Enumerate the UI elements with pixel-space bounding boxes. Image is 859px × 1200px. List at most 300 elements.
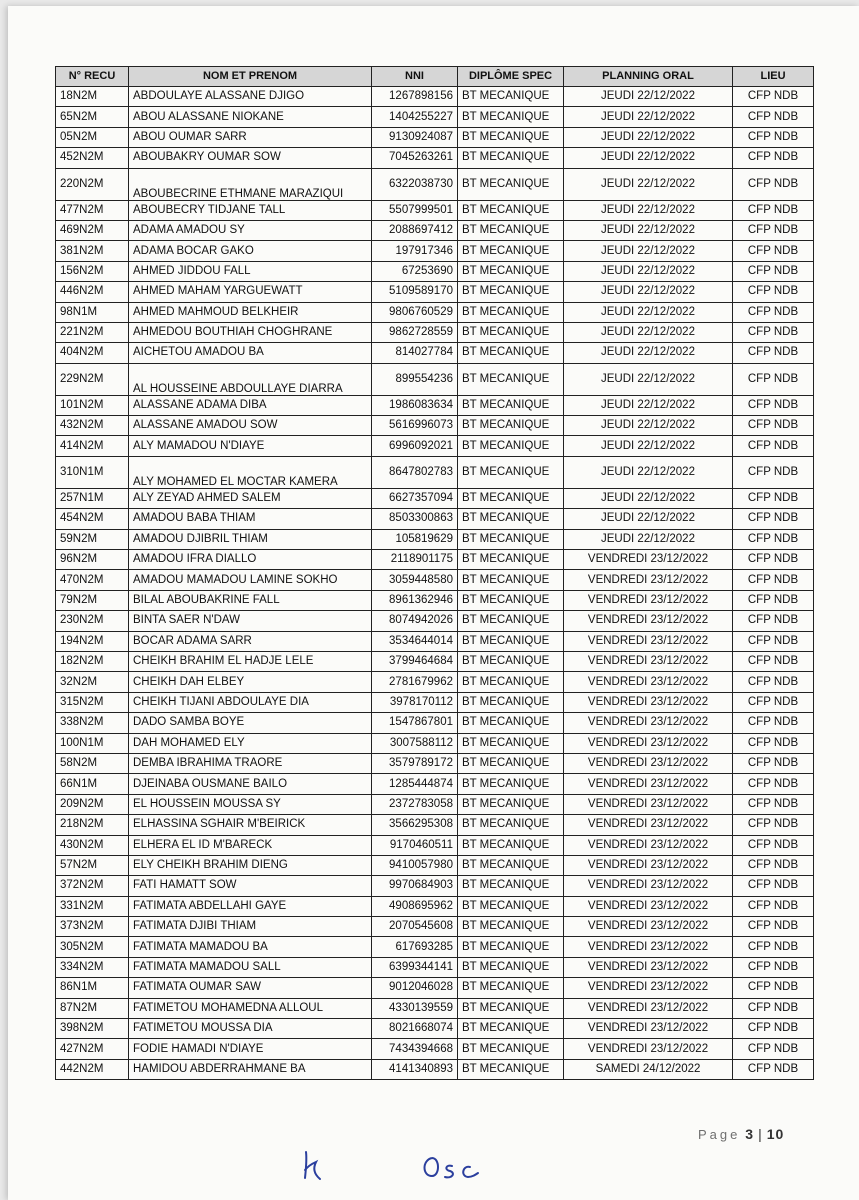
- row-diplome: BT MECANIQUE: [458, 87, 564, 107]
- row-name: ABOUBAKRY OUMAR SOW: [129, 148, 372, 168]
- row-nni: 6627357094: [372, 488, 458, 508]
- row-nni: 3579789172: [372, 753, 458, 773]
- table-row: [56, 876, 814, 896]
- row-name: AHMED JIDDOU FALL: [129, 261, 372, 281]
- row-recu: 58N2M: [56, 753, 129, 773]
- row-nni: 7434394668: [372, 1039, 458, 1059]
- row-lieu: CFP NDB: [733, 855, 814, 875]
- row-recu: 209N2M: [56, 794, 129, 814]
- row-planning: VENDREDI 23/12/2022: [564, 570, 733, 590]
- page-total: 10: [766, 1126, 785, 1142]
- table-row: [56, 343, 814, 363]
- row-diplome: BT MECANIQUE: [458, 753, 564, 773]
- row-planning: JEUDI 22/12/2022: [564, 220, 733, 240]
- table-row: [56, 631, 814, 651]
- row-name: HAMIDOU ABDERRAHMANE BA: [129, 1059, 372, 1079]
- row-diplome: BT MECANIQUE: [458, 322, 564, 342]
- row-name: ABOUBECRY TIDJANE TALL: [129, 200, 372, 220]
- table-row: [56, 456, 814, 488]
- row-planning: VENDREDI 23/12/2022: [564, 753, 733, 773]
- table-row: [56, 550, 814, 570]
- row-recu: 156N2M: [56, 261, 129, 281]
- row-recu: 430N2M: [56, 835, 129, 855]
- row-name: AMADOU BABA THIAM: [129, 509, 372, 529]
- row-lieu: CFP NDB: [733, 200, 814, 220]
- row-name: ELHERA EL ID M'BARECK: [129, 835, 372, 855]
- row-diplome: BT MECANIQUE: [458, 509, 564, 529]
- row-recu: 96N2M: [56, 550, 129, 570]
- row-planning: VENDREDI 23/12/2022: [564, 672, 733, 692]
- row-recu: 469N2M: [56, 220, 129, 240]
- row-planning: VENDREDI 23/12/2022: [564, 774, 733, 794]
- table-row: [56, 363, 814, 395]
- table-row: [56, 241, 814, 261]
- row-name: ALASSANE ADAMA DIBA: [129, 395, 372, 415]
- row-recu: 338N2M: [56, 713, 129, 733]
- table-row: [56, 220, 814, 240]
- header-name: NOM ET PRENOM: [129, 67, 372, 87]
- row-name: ABOU OUMAR SARR: [129, 127, 372, 147]
- row-planning: VENDREDI 23/12/2022: [564, 733, 733, 753]
- row-lieu: CFP NDB: [733, 672, 814, 692]
- row-lieu: CFP NDB: [733, 1019, 814, 1039]
- table-row: [56, 148, 814, 168]
- row-name: BINTA SAER N'DAW: [129, 611, 372, 631]
- row-recu: 442N2M: [56, 1059, 129, 1079]
- row-diplome: BT MECANIQUE: [458, 794, 564, 814]
- row-nni: 9170460511: [372, 835, 458, 855]
- row-nni: 899554236: [372, 363, 458, 395]
- signature-initial-2: [418, 1146, 488, 1186]
- row-diplome: BT MECANIQUE: [458, 611, 564, 631]
- row-nni: 67253690: [372, 261, 458, 281]
- row-recu: 18N2M: [56, 87, 129, 107]
- row-recu: 470N2M: [56, 570, 129, 590]
- row-nni: 2088697412: [372, 220, 458, 240]
- row-name: FATIMATA ABDELLAHI GAYE: [129, 896, 372, 916]
- row-diplome: BT MECANIQUE: [458, 127, 564, 147]
- row-lieu: CFP NDB: [733, 774, 814, 794]
- row-name: FATI HAMATT SOW: [129, 876, 372, 896]
- row-nni: 6996092021: [372, 436, 458, 456]
- row-lieu: CFP NDB: [733, 590, 814, 610]
- row-diplome: BT MECANIQUE: [458, 282, 564, 302]
- row-name: CHEIKH BRAHIM EL HADJE LELE: [129, 651, 372, 671]
- row-planning: VENDREDI 23/12/2022: [564, 917, 733, 937]
- row-name: FATIMATA DJIBI THIAM: [129, 917, 372, 937]
- row-recu: 315N2M: [56, 692, 129, 712]
- table-row: [56, 815, 814, 835]
- table-row: [56, 282, 814, 302]
- row-nni: 814027784: [372, 343, 458, 363]
- row-diplome: BT MECANIQUE: [458, 590, 564, 610]
- row-recu: 79N2M: [56, 590, 129, 610]
- row-recu: 87N2M: [56, 998, 129, 1018]
- row-nni: 1547867801: [372, 713, 458, 733]
- row-lieu: CFP NDB: [733, 815, 814, 835]
- table-row: [56, 302, 814, 322]
- table-row: [56, 651, 814, 671]
- table-row: [56, 416, 814, 436]
- row-lieu: CFP NDB: [733, 168, 814, 200]
- page-number-footer: Page 3 | 10: [698, 1126, 785, 1142]
- row-nni: 3978170112: [372, 692, 458, 712]
- row-diplome: BT MECANIQUE: [458, 343, 564, 363]
- row-recu: 454N2M: [56, 509, 129, 529]
- row-lieu: CFP NDB: [733, 395, 814, 415]
- row-nni: 9130924087: [372, 127, 458, 147]
- row-diplome: BT MECANIQUE: [458, 855, 564, 875]
- row-nni: 105819629: [372, 529, 458, 549]
- row-recu: 100N1M: [56, 733, 129, 753]
- row-name: BOCAR ADAMA SARR: [129, 631, 372, 651]
- table-row: [56, 917, 814, 937]
- row-planning: VENDREDI 23/12/2022: [564, 1019, 733, 1039]
- row-nni: 9970684903: [372, 876, 458, 896]
- row-diplome: BT MECANIQUE: [458, 168, 564, 200]
- row-name: CHEIKH DAH ELBEY: [129, 672, 372, 692]
- row-lieu: CFP NDB: [733, 220, 814, 240]
- row-nni: 617693285: [372, 937, 458, 957]
- row-recu: 398N2M: [56, 1019, 129, 1039]
- row-recu: 305N2M: [56, 937, 129, 957]
- table-row: [56, 794, 814, 814]
- row-planning: VENDREDI 23/12/2022: [564, 611, 733, 631]
- row-recu: 229N2M: [56, 363, 129, 395]
- row-planning: JEUDI 22/12/2022: [564, 261, 733, 281]
- row-planning: VENDREDI 23/12/2022: [564, 794, 733, 814]
- row-recu: 98N1M: [56, 302, 129, 322]
- row-diplome: BT MECANIQUE: [458, 1059, 564, 1079]
- row-name: ELHASSINA SGHAIR M'BEIRICK: [129, 815, 372, 835]
- row-recu: 86N1M: [56, 978, 129, 998]
- row-name: FATIMETOU MOHAMEDNA ALLOUL: [129, 998, 372, 1018]
- row-name: AHMEDOU BOUTHIAH CHOGHRANE: [129, 322, 372, 342]
- row-planning: VENDREDI 23/12/2022: [564, 815, 733, 835]
- row-planning: JEUDI 22/12/2022: [564, 127, 733, 147]
- page-label: Page: [698, 1127, 741, 1142]
- row-diplome: BT MECANIQUE: [458, 1039, 564, 1059]
- row-recu: 477N2M: [56, 200, 129, 220]
- row-nni: 5507999501: [372, 200, 458, 220]
- table-row: [56, 978, 814, 998]
- row-diplome: BT MECANIQUE: [458, 416, 564, 436]
- table-header-row: [56, 67, 814, 87]
- row-planning: JEUDI 22/12/2022: [564, 529, 733, 549]
- row-nni: 3007588112: [372, 733, 458, 753]
- row-diplome: BT MECANIQUE: [458, 488, 564, 508]
- table-row: [56, 998, 814, 1018]
- row-planning: JEUDI 22/12/2022: [564, 107, 733, 127]
- row-diplome: BT MECANIQUE: [458, 631, 564, 651]
- row-lieu: CFP NDB: [733, 978, 814, 998]
- row-lieu: CFP NDB: [733, 107, 814, 127]
- row-lieu: CFP NDB: [733, 529, 814, 549]
- row-recu: 32N2M: [56, 672, 129, 692]
- row-planning: VENDREDI 23/12/2022: [564, 631, 733, 651]
- row-lieu: CFP NDB: [733, 876, 814, 896]
- row-diplome: BT MECANIQUE: [458, 1019, 564, 1039]
- row-lieu: CFP NDB: [733, 436, 814, 456]
- row-lieu: CFP NDB: [733, 148, 814, 168]
- row-diplome: BT MECANIQUE: [458, 550, 564, 570]
- row-name: BILAL ABOUBAKRINE FALL: [129, 590, 372, 610]
- table-row: [56, 200, 814, 220]
- row-nni: 9012046028: [372, 978, 458, 998]
- row-diplome: BT MECANIQUE: [458, 570, 564, 590]
- row-nni: 2781679962: [372, 672, 458, 692]
- row-nni: 5109589170: [372, 282, 458, 302]
- row-lieu: CFP NDB: [733, 416, 814, 436]
- row-diplome: BT MECANIQUE: [458, 733, 564, 753]
- row-planning: JEUDI 22/12/2022: [564, 168, 733, 200]
- row-planning: VENDREDI 23/12/2022: [564, 937, 733, 957]
- table-row: [56, 896, 814, 916]
- row-recu: 57N2M: [56, 855, 129, 875]
- row-recu: 373N2M: [56, 917, 129, 937]
- row-name: DJEINABA OUSMANE BAILO: [129, 774, 372, 794]
- row-name: ALY ZEYAD AHMED SALEM: [129, 488, 372, 508]
- row-name: AMADOU MAMADOU LAMINE SOKHO: [129, 570, 372, 590]
- row-recu: 182N2M: [56, 651, 129, 671]
- row-planning: VENDREDI 23/12/2022: [564, 876, 733, 896]
- row-planning: JEUDI 22/12/2022: [564, 343, 733, 363]
- row-lieu: CFP NDB: [733, 456, 814, 488]
- table-row: [56, 835, 814, 855]
- row-recu: 446N2M: [56, 282, 129, 302]
- row-planning: JEUDI 22/12/2022: [564, 87, 733, 107]
- row-planning: VENDREDI 23/12/2022: [564, 998, 733, 1018]
- table-row: [56, 322, 814, 342]
- row-name: ADAMA AMADOU SY: [129, 220, 372, 240]
- row-diplome: BT MECANIQUE: [458, 261, 564, 281]
- row-recu: 432N2M: [56, 416, 129, 436]
- row-name: AHMED MAHAM YARGUEWATT: [129, 282, 372, 302]
- row-recu: 230N2M: [56, 611, 129, 631]
- row-lieu: CFP NDB: [733, 363, 814, 395]
- row-diplome: BT MECANIQUE: [458, 978, 564, 998]
- row-lieu: CFP NDB: [733, 127, 814, 147]
- row-nni: 8503300863: [372, 509, 458, 529]
- row-diplome: BT MECANIQUE: [458, 200, 564, 220]
- row-lieu: CFP NDB: [733, 241, 814, 261]
- table-row: [56, 87, 814, 107]
- table-row: [56, 855, 814, 875]
- row-diplome: BT MECANIQUE: [458, 998, 564, 1018]
- row-lieu: CFP NDB: [733, 550, 814, 570]
- row-diplome: BT MECANIQUE: [458, 456, 564, 488]
- row-recu: 334N2M: [56, 957, 129, 977]
- row-planning: VENDREDI 23/12/2022: [564, 978, 733, 998]
- row-lieu: CFP NDB: [733, 753, 814, 773]
- row-recu: 404N2M: [56, 343, 129, 363]
- table-row: [56, 436, 814, 456]
- table-row: [56, 1039, 814, 1059]
- row-planning: JEUDI 22/12/2022: [564, 241, 733, 261]
- row-lieu: CFP NDB: [733, 794, 814, 814]
- row-lieu: CFP NDB: [733, 957, 814, 977]
- row-diplome: BT MECANIQUE: [458, 651, 564, 671]
- table-row: [56, 937, 814, 957]
- row-lieu: CFP NDB: [733, 488, 814, 508]
- row-lieu: CFP NDB: [733, 917, 814, 937]
- row-nni: 1285444874: [372, 774, 458, 794]
- table-row: [56, 261, 814, 281]
- table-row: [56, 529, 814, 549]
- row-name: ABOU ALASSANE NIOKANE: [129, 107, 372, 127]
- row-planning: VENDREDI 23/12/2022: [564, 692, 733, 712]
- row-nni: 6322038730: [372, 168, 458, 200]
- table-row: [56, 127, 814, 147]
- row-name: FATIMATA MAMADOU SALL: [129, 957, 372, 977]
- row-name: AMADOU IFRA DIALLO: [129, 550, 372, 570]
- header-nni: NNI: [372, 67, 458, 87]
- document-page: [8, 6, 859, 1200]
- row-diplome: BT MECANIQUE: [458, 713, 564, 733]
- table-row: [56, 672, 814, 692]
- row-recu: 310N1M: [56, 456, 129, 488]
- row-nni: 8647802783: [372, 456, 458, 488]
- header-lieu: LIEU: [733, 67, 814, 87]
- row-planning: SAMEDI 24/12/2022: [564, 1059, 733, 1079]
- table-row: [56, 509, 814, 529]
- row-recu: 220N2M: [56, 168, 129, 200]
- row-nni: 2118901175: [372, 550, 458, 570]
- row-diplome: BT MECANIQUE: [458, 363, 564, 395]
- candidates-table: [55, 66, 814, 1080]
- signature-initial-1: [294, 1146, 334, 1186]
- table-row: [56, 1059, 814, 1079]
- row-name: ABOUBECRINE ETHMANE MARAZIQUI: [129, 168, 372, 200]
- row-name: FODIE HAMADI N'DIAYE: [129, 1039, 372, 1059]
- row-planning: JEUDI 22/12/2022: [564, 395, 733, 415]
- row-planning: VENDREDI 23/12/2022: [564, 896, 733, 916]
- row-lieu: CFP NDB: [733, 937, 814, 957]
- row-recu: 381N2M: [56, 241, 129, 261]
- row-lieu: CFP NDB: [733, 692, 814, 712]
- row-lieu: CFP NDB: [733, 611, 814, 631]
- row-nni: 4141340893: [372, 1059, 458, 1079]
- table-row: [56, 692, 814, 712]
- row-nni: 9806760529: [372, 302, 458, 322]
- row-name: AMADOU DJIBRIL THIAM: [129, 529, 372, 549]
- header-diplome: DIPLÔME SPEC: [458, 67, 564, 87]
- row-planning: JEUDI 22/12/2022: [564, 488, 733, 508]
- row-recu: 221N2M: [56, 322, 129, 342]
- row-planning: JEUDI 22/12/2022: [564, 416, 733, 436]
- row-diplome: BT MECANIQUE: [458, 815, 564, 835]
- header-planning: PLANNING ORAL: [564, 67, 733, 87]
- row-nni: 3059448580: [372, 570, 458, 590]
- row-diplome: BT MECANIQUE: [458, 917, 564, 937]
- row-nni: 2070545608: [372, 917, 458, 937]
- row-lieu: CFP NDB: [733, 322, 814, 342]
- table-row: [56, 488, 814, 508]
- row-nni: 8021668074: [372, 1019, 458, 1039]
- table-row: [56, 774, 814, 794]
- row-nni: 1986083634: [372, 395, 458, 415]
- row-lieu: CFP NDB: [733, 302, 814, 322]
- row-nni: 3534644014: [372, 631, 458, 651]
- row-lieu: CFP NDB: [733, 509, 814, 529]
- row-diplome: BT MECANIQUE: [458, 302, 564, 322]
- row-recu: 101N2M: [56, 395, 129, 415]
- row-nni: 6399344141: [372, 957, 458, 977]
- row-name: ADAMA BOCAR GAKO: [129, 241, 372, 261]
- table-row: [56, 957, 814, 977]
- row-diplome: BT MECANIQUE: [458, 672, 564, 692]
- header-recu: N° RECU: [56, 67, 129, 87]
- row-planning: VENDREDI 23/12/2022: [564, 855, 733, 875]
- row-name: CHEIKH TIJANI ABDOULAYE DIA: [129, 692, 372, 712]
- page-current: 3: [745, 1126, 755, 1142]
- row-nni: 1267898156: [372, 87, 458, 107]
- row-name: DADO SAMBA BOYE: [129, 713, 372, 733]
- table-row: [56, 590, 814, 610]
- row-nni: 8074942026: [372, 611, 458, 631]
- row-nni: 1404255227: [372, 107, 458, 127]
- row-lieu: CFP NDB: [733, 261, 814, 281]
- row-name: FATIMATA MAMADOU BA: [129, 937, 372, 957]
- row-planning: JEUDI 22/12/2022: [564, 200, 733, 220]
- row-nni: 9410057980: [372, 855, 458, 875]
- row-planning: JEUDI 22/12/2022: [564, 282, 733, 302]
- row-planning: VENDREDI 23/12/2022: [564, 713, 733, 733]
- row-planning: VENDREDI 23/12/2022: [564, 651, 733, 671]
- row-nni: 9862728559: [372, 322, 458, 342]
- table-row: [56, 1019, 814, 1039]
- table-row: [56, 713, 814, 733]
- row-diplome: BT MECANIQUE: [458, 896, 564, 916]
- row-nni: 5616996073: [372, 416, 458, 436]
- row-planning: JEUDI 22/12/2022: [564, 322, 733, 342]
- row-planning: VENDREDI 23/12/2022: [564, 590, 733, 610]
- row-recu: 05N2M: [56, 127, 129, 147]
- row-lieu: CFP NDB: [733, 1039, 814, 1059]
- row-recu: 65N2M: [56, 107, 129, 127]
- row-lieu: CFP NDB: [733, 282, 814, 302]
- row-planning: JEUDI 22/12/2022: [564, 509, 733, 529]
- row-planning: VENDREDI 23/12/2022: [564, 1039, 733, 1059]
- row-name: FATIMETOU MOUSSA DIA: [129, 1019, 372, 1039]
- row-lieu: CFP NDB: [733, 651, 814, 671]
- table-row: [56, 570, 814, 590]
- row-name: ELY CHEIKH BRAHIM DIENG: [129, 855, 372, 875]
- row-recu: 59N2M: [56, 529, 129, 549]
- table-row: [56, 107, 814, 127]
- row-lieu: CFP NDB: [733, 631, 814, 651]
- table-body: [56, 87, 814, 1080]
- row-name: DEMBA IBRAHIMA TRAORE: [129, 753, 372, 773]
- row-recu: 66N1M: [56, 774, 129, 794]
- row-lieu: CFP NDB: [733, 835, 814, 855]
- row-nni: 2372783058: [372, 794, 458, 814]
- table-row: [56, 753, 814, 773]
- row-recu: 414N2M: [56, 436, 129, 456]
- row-recu: 427N2M: [56, 1039, 129, 1059]
- row-planning: JEUDI 22/12/2022: [564, 436, 733, 456]
- row-name: FATIMATA OUMAR SAW: [129, 978, 372, 998]
- row-planning: JEUDI 22/12/2022: [564, 363, 733, 395]
- row-name: ALY MOHAMED EL MOCTAR KAMERA: [129, 456, 372, 488]
- row-lieu: CFP NDB: [733, 896, 814, 916]
- row-recu: 372N2M: [56, 876, 129, 896]
- row-lieu: CFP NDB: [733, 998, 814, 1018]
- row-nni: 8961362946: [372, 590, 458, 610]
- row-diplome: BT MECANIQUE: [458, 937, 564, 957]
- row-lieu: CFP NDB: [733, 343, 814, 363]
- row-recu: 218N2M: [56, 815, 129, 835]
